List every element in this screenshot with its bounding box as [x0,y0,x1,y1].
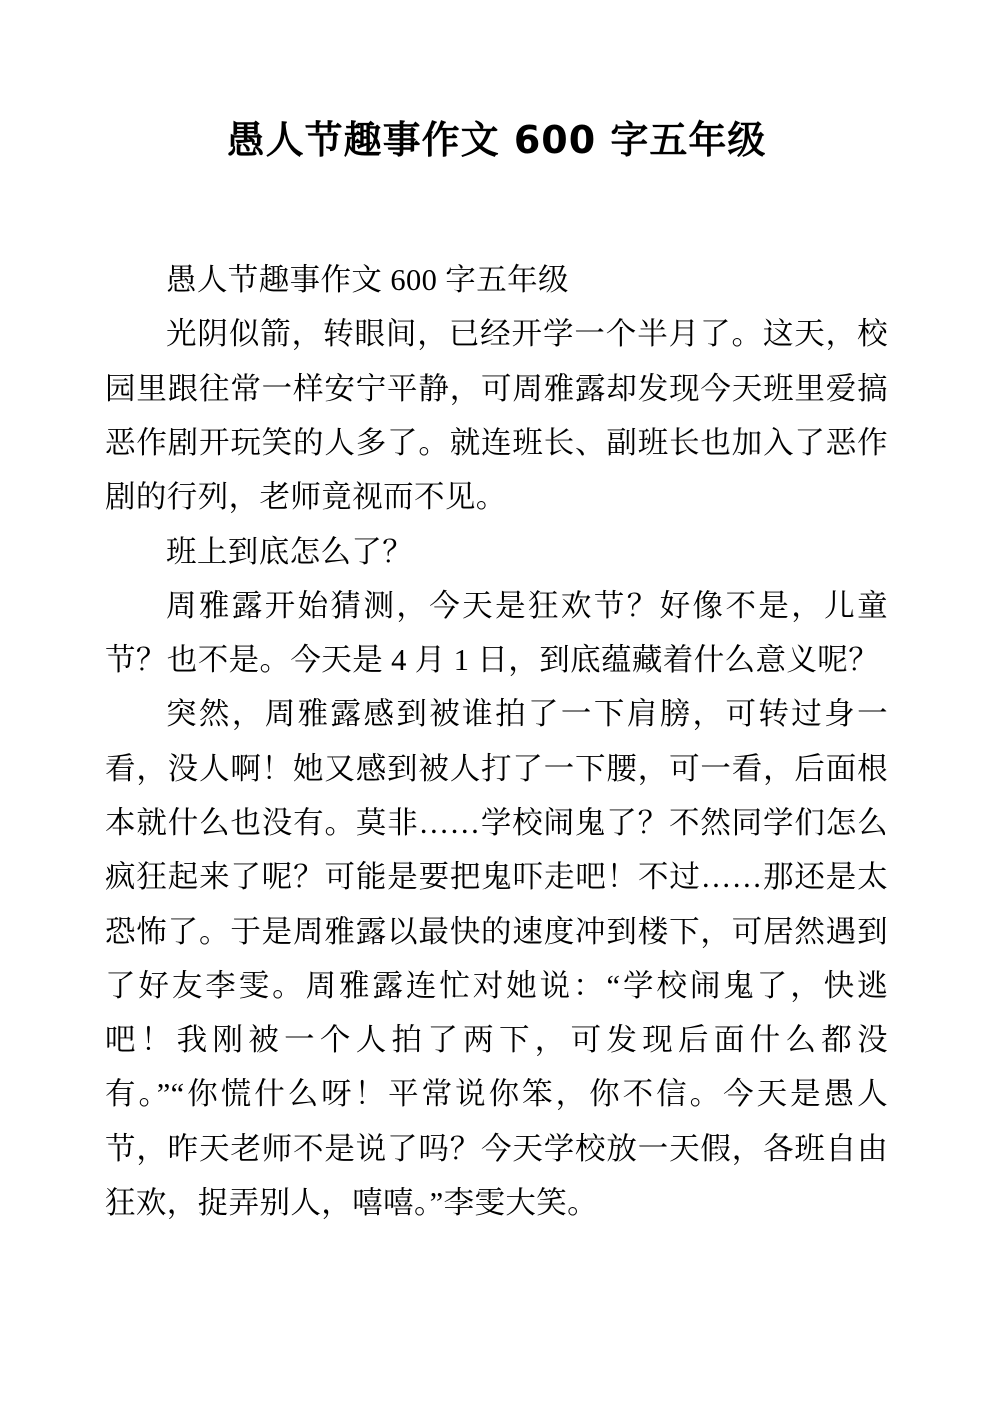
paragraph: 班上到底怎么了？ [166,534,414,569]
paragraph: 周雅露开始猜测，今天是狂欢节？好像不是，儿童节？也不是。今天是 4 月 1 日，到底蕴藏着什么意义呢？ [105,588,888,678]
paragraph: 突然，周雅露感到被谁拍了一下肩膀，可转过身一看，没人啊！她又感到被人打了一下腰，可一看，后面根本就什么也没有。莫非……学校闹鬼了？不然同学们怎么疯狂起来了呢？可能是要把鬼吓走吧！不过……那还是太恐怖了。于是周雅露以最快的速度冲到楼下，可居然遇到了好友李雯。周雅露连忙对她说：“学校闹鬼了，快逃吧！我刚被一个人拍了两下，可发现后面什么都没有。”“你慌什么呀！平常说你笨，你不信。今天是愚人节，昨天老师不是说了吗？今天学校放一天假，各班自由狂欢，捉弄别人，嘻嘻。”李雯大笑。 [105,697,888,1220]
paragraph: 光阴似箭，转眼间，已经开学一个半月了。这天，校园里跟往常一样安宁平静，可周雅露却发现今天班里爱搞恶作剧开玩笑的人多了。就连班长、副班长也加入了恶作剧的行列，老师竟视而不见。 [105,317,888,515]
paragraph: 愚人节趣事作文 600 字五年级 [166,263,569,298]
document-body [105,253,888,1230]
page-title: 愚人节趣事作文 600 字五年级 [226,118,767,162]
